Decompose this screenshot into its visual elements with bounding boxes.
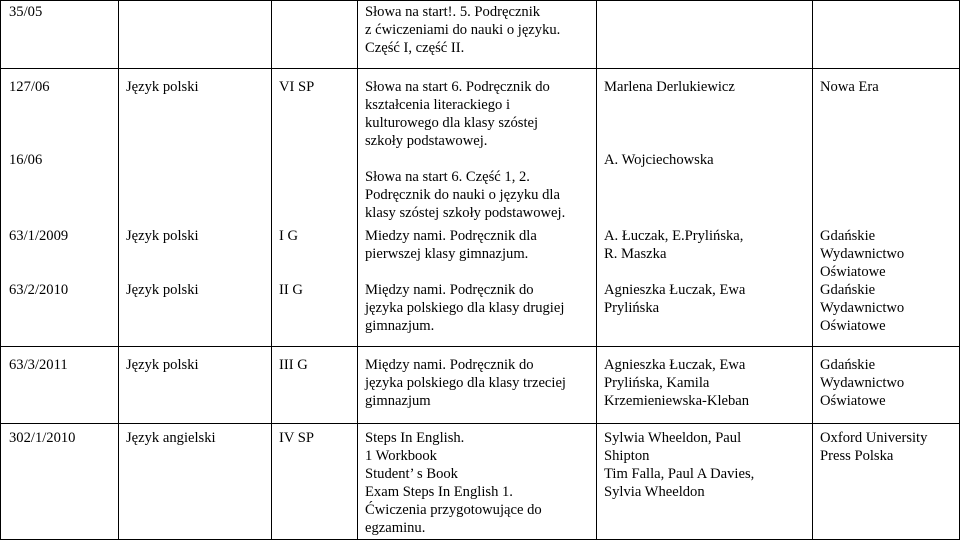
cell-title-line: Student’ s Book (365, 466, 458, 482)
cell-publisher-line: Gdańskie (820, 282, 876, 298)
cell-author-line: Shipton (604, 448, 650, 464)
cell-id: 35/05 (9, 4, 43, 20)
cell-title-line: języka polskiego dla klasy drugiej (365, 300, 565, 316)
cell-publisher-line: Oświatowe (820, 264, 886, 280)
cell-publisher-line: Wydawnictwo (820, 246, 905, 262)
cell-class: III G (279, 357, 308, 373)
cell-id: 63/1/2009 (9, 228, 69, 244)
cell-subject: Język polski (126, 79, 199, 95)
cell-title-line: Słowa na start 6. Podręcznik do (365, 79, 550, 95)
cell-title-line: Exam Steps In English 1. (365, 484, 513, 500)
cell-title-line: z ćwiczeniami do nauki o języku. (365, 22, 561, 38)
cell-author-line: Sylvia Wheeldon (604, 484, 705, 500)
cell-publisher-line: Oświatowe (820, 393, 886, 409)
table-row (0, 0, 960, 68)
cell-author-line: Agnieszka Łuczak, Ewa (604, 357, 746, 373)
cell-title-line: Steps In English. (365, 430, 465, 446)
table-row (0, 423, 960, 539)
cell-id: 63/3/2011 (9, 357, 68, 373)
cell-title-line: Część I, część II. (365, 40, 465, 56)
cell-subject: Język polski (126, 357, 199, 373)
cell-class: II G (279, 282, 303, 298)
table-row (0, 346, 960, 423)
cell-title-line: Miedzy nami. Podręcznik dla (365, 228, 537, 244)
cell-title-line: gimnazjum. (365, 318, 435, 334)
cell-subject: Język polski (126, 282, 199, 298)
cell-author-line: R. Maszka (604, 246, 667, 262)
cell-title-line: Między nami. Podręcznik do (365, 357, 534, 373)
cell-title-line: Między nami. Podręcznik do (365, 282, 534, 298)
cell-author-line: Agnieszka Łuczak, Ewa (604, 282, 746, 298)
cell-author-line: A. Wojciechowska (604, 152, 714, 168)
cell-author-line: Prylińska, Kamila (604, 375, 710, 391)
cell-publisher-line: Gdańskie (820, 228, 876, 244)
cell-subject: Język angielski (126, 430, 216, 446)
cell-title-line: Podręcznik do nauki o języku dla (365, 187, 560, 203)
cell-class: VI SP (279, 79, 315, 95)
cell-author-line: Tim Falla, Paul A Davies, (604, 466, 755, 482)
cell-publisher-line: Wydawnictwo (820, 300, 905, 316)
cell-title-line: Ćwiczenia przygotowujące do (365, 502, 542, 518)
cell-title-line: pierwszej klasy gimnazjum. (365, 246, 529, 262)
cell-author-line: Marlena Derlukiewicz (604, 79, 735, 95)
cell-id-secondary: 16/06 (9, 152, 43, 168)
cell-title-line: 1 Workbook (365, 448, 437, 464)
cell-id: 302/1/2010 (9, 430, 76, 446)
table-row (0, 218, 960, 278)
cell-title-line: Słowa na start!. 5. Podręcznik (365, 4, 541, 20)
cell-author-line: Prylińska (604, 300, 660, 316)
cell-publisher-line: Nowa Era (820, 79, 879, 95)
cell-title-line: kształcenia literackiego i (365, 97, 511, 113)
cell-title-line: Słowa na start 6. Część 1, 2. (365, 169, 530, 185)
cell-id: 127/06 (9, 79, 50, 95)
cell-class: IV SP (279, 430, 315, 446)
cell-author-line: Sylwia Wheeldon, Paul (604, 430, 742, 446)
cell-title-line: języka polskiego dla klasy trzeciej (365, 375, 566, 391)
cell-author-line: A. Łuczak, E.Prylińska, (604, 228, 744, 244)
cell-title-line: szkoły podstawowej. (365, 133, 488, 149)
cell-publisher-line: Oświatowe (820, 318, 886, 334)
cell-publisher-line: Press Polska (820, 448, 894, 464)
cell-id: 63/2/2010 (9, 282, 69, 298)
cell-class: I G (279, 228, 299, 244)
cell-publisher-line: Gdańskie (820, 357, 876, 373)
table-row (0, 278, 960, 346)
cell-title-line: kulturowego dla klasy szóstej (365, 115, 539, 131)
cell-publisher-line: Oxford University (820, 430, 928, 446)
cell-title-line: gimnazjum (365, 393, 431, 409)
table-row (0, 68, 960, 221)
cell-author-line: Krzemieniewska-Kleban (604, 393, 750, 409)
cell-publisher-line: Wydawnictwo (820, 375, 905, 391)
cell-title-line: klasy szóstej szkoły podstawowej. (365, 205, 566, 221)
cell-title-line: egzaminu. (365, 520, 426, 536)
cell-subject: Język polski (126, 228, 199, 244)
